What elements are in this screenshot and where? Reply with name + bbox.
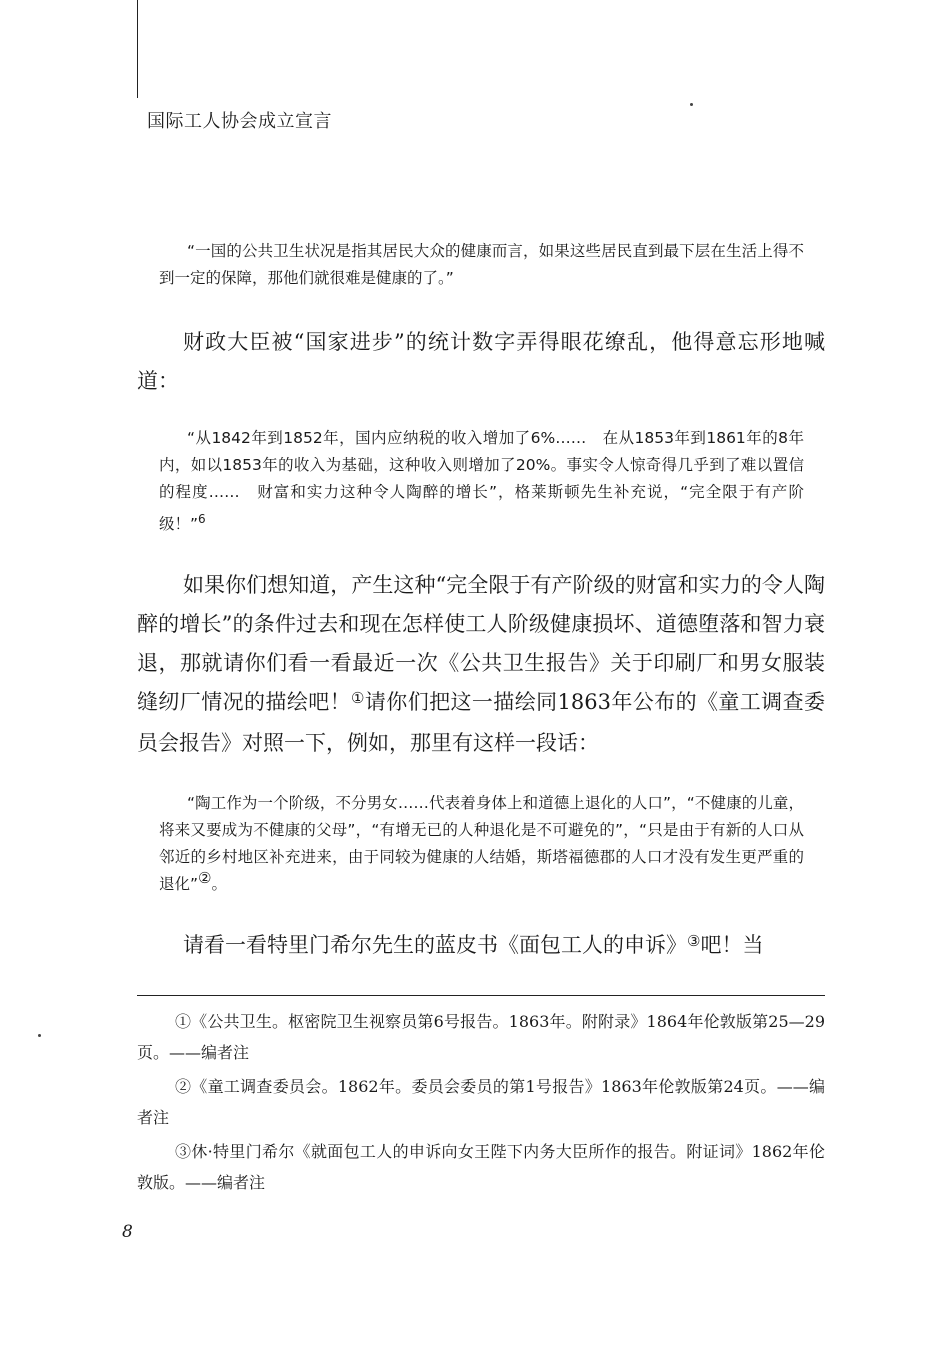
quote-text: “从1842年到1852年，国内应纳税的收入增加了6%…… 在从1853年到1861年的8年内，如以1853年的收入为基础，这种收入则增加了20%。事实令人惊奇得几乎到了难以置信的程度…… 财富和实力这种令人陶醉的增长”，格莱斯顿先生补充说，“完全限于有产阶级！” bbox=[159, 429, 804, 534]
running-title: 国际工人协会成立宣言 bbox=[147, 111, 332, 132]
quote-gladstone bbox=[159, 425, 804, 538]
scan-speck bbox=[38, 1034, 41, 1037]
endnote-ref: 6 bbox=[198, 512, 206, 526]
paragraph-bakers bbox=[137, 926, 825, 967]
quote-end: 。 bbox=[211, 875, 227, 893]
paragraph-text: 财政大臣被“国家进步”的统计数字弄得眼花缭乱，他得意忘形地喊道： bbox=[137, 330, 825, 393]
paragraph-working-class bbox=[137, 566, 825, 763]
footnote-1: ①《公共卫生。枢密院卫生视察员第6号报告。1863年。附附录》1864年伦敦版第25—29页。——编者注 bbox=[137, 1012, 825, 1062]
quote-potters bbox=[159, 790, 804, 898]
paragraph-text: 吧！当 bbox=[700, 933, 764, 957]
margin-line bbox=[137, 0, 138, 98]
paragraph-text: 如果你们想知道，产生这种“完全限于有产阶级的财富和实力的令人陶醉的增长”的条件过去和现在怎样使工人阶级健康损坏、道德堕落和智力衰退，那就请你们看一看最近一次《公共卫生报告》关于印刷厂和男女服装缝纫厂情况的描绘吧！ bbox=[137, 573, 825, 714]
paragraph-text: 请看一看特里门希尔先生的蓝皮书《面包工人的申诉》 bbox=[183, 933, 687, 957]
footnotes bbox=[137, 1006, 825, 1201]
quote-public-health bbox=[159, 238, 804, 292]
footnote-2: ②《童工调查委员会。1862年。委员会委员的第1号报告》1863年伦敦版第24页。——编者注 bbox=[137, 1077, 825, 1127]
footnote-3: ③休·特里门希尔《就面包工人的申诉向女王陛下内务大臣所作的报告。附证词》1862年伦敦版。——编者注 bbox=[137, 1142, 825, 1192]
quote-text: “一国的公共卫生状况是指其居民大众的健康而言，如果这些居民直到最下层在生活上得不到一定的保障，那他们就很难是健康的了。” bbox=[159, 242, 804, 287]
page-number: 8 bbox=[122, 1222, 133, 1242]
footnote-ref: ② bbox=[198, 869, 212, 887]
footnote-ref: ③ bbox=[687, 932, 701, 950]
quote-text: “陶工作为一个阶级，不分男女……代表着身体上和道德上退化的人口”，“不健康的儿童，将来又要成为不健康的父母”，“有增无已的人种退化是不可避免的”，“只是由于有新的人口从邻近的乡村地区补充进来，由于同较为健康的人结婚，斯塔福德郡的人口才没有发生更严重的退化” bbox=[159, 794, 804, 893]
footnote-ref: ① bbox=[351, 689, 365, 707]
paragraph-chancellor bbox=[137, 323, 825, 401]
scan-speck bbox=[690, 103, 693, 106]
paragraph-text: 请你们把这一描绘同1863年公布的《童工调查委员会报告》对照一下，例如，那里有这样一段话： bbox=[137, 690, 825, 755]
footnote-divider bbox=[137, 995, 825, 996]
